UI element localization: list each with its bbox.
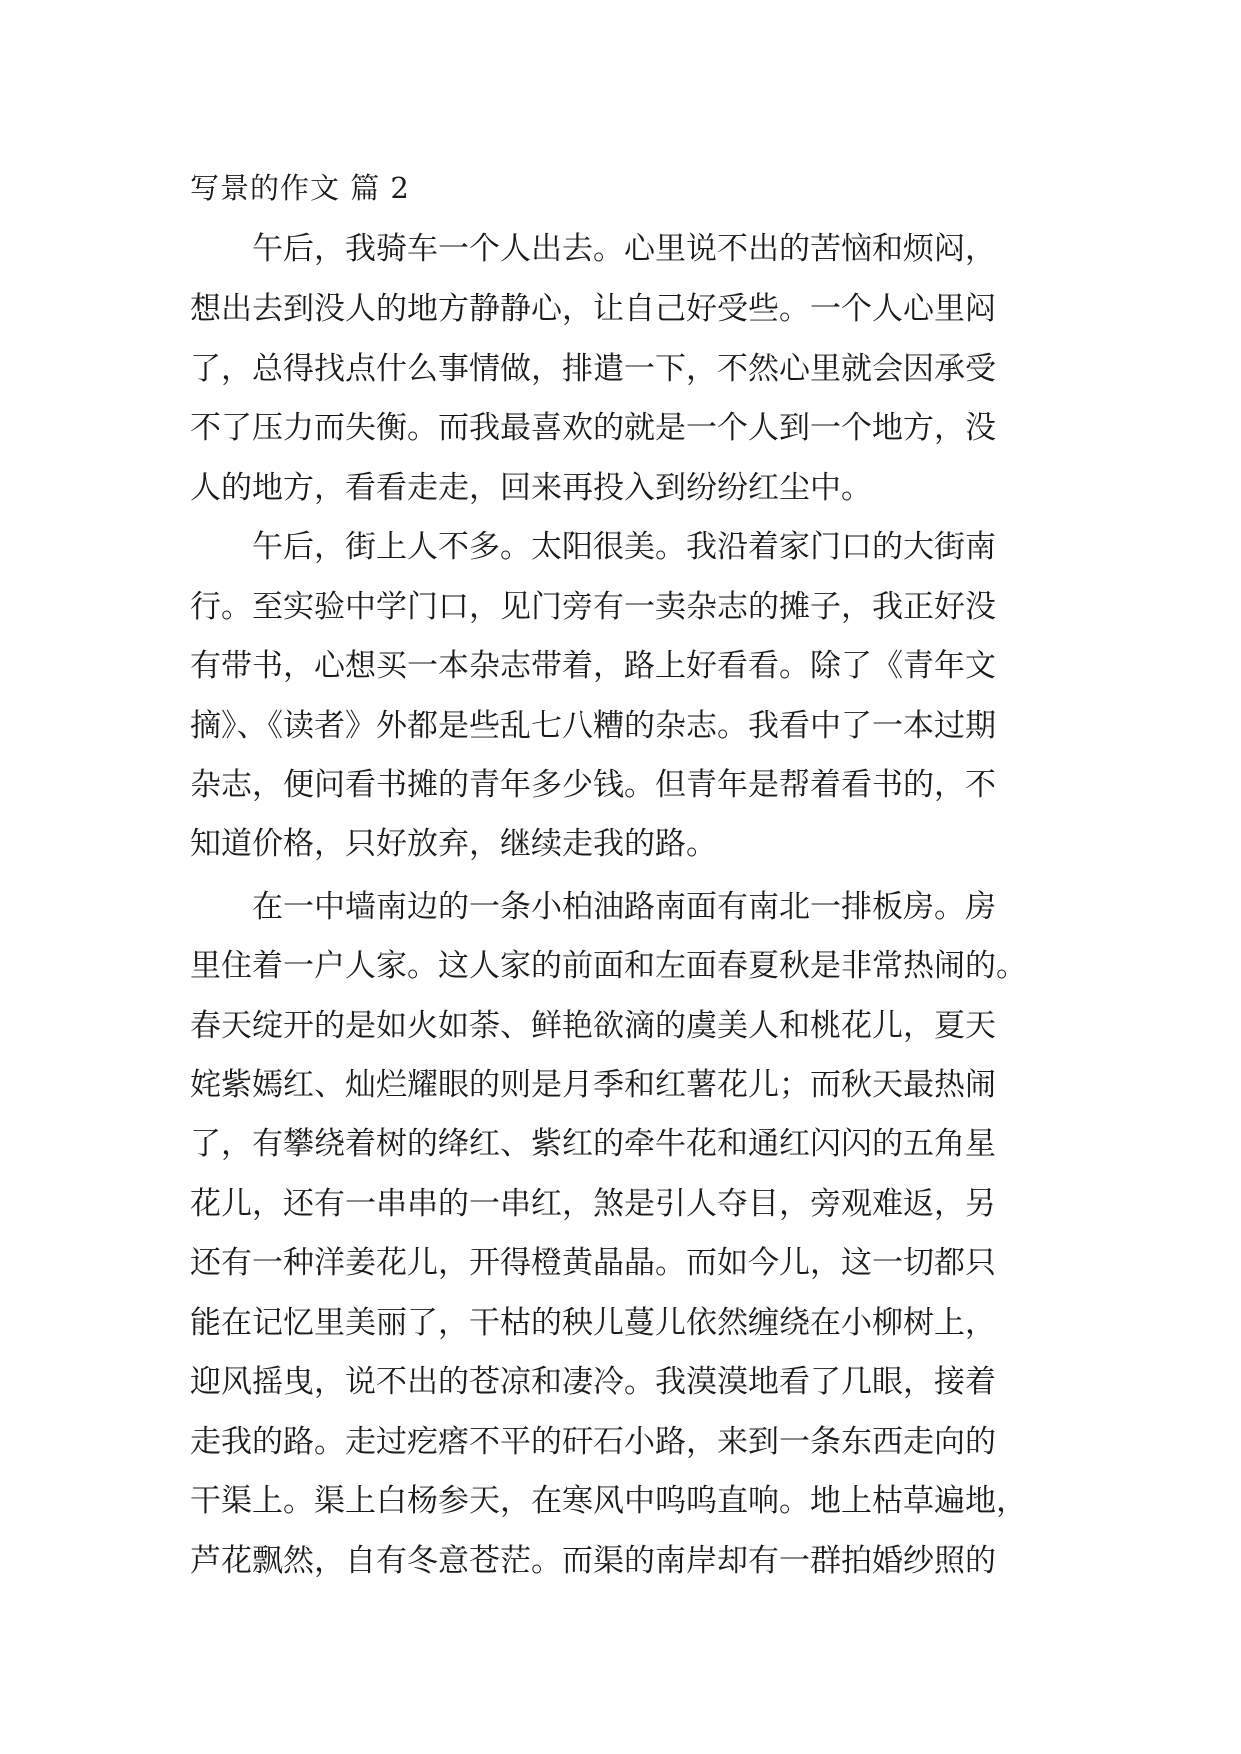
paragraph-3-line-10: 走我的路。走过疙瘩不平的矸石小路，来到一条东西走向的 [190,1424,996,1460]
paragraph-3-line-12: 芦花飘然，自有冬意苍茫。而渠的南岸却有一群拍婚纱照的 [190,1543,996,1579]
paragraph-1-line-2: 想出去到没人的地方静静心，让自己好受些。一个人心里闷 [190,291,996,327]
document-title: 写景的作文 篇 2 [190,171,410,205]
paragraph-2-line-2: 行。至实验中学门口，见门旁有一卖杂志的摊子，我正好没 [190,589,996,625]
paragraph-1-line-4: 不了压力而失衡。而我最喜欢的就是一个人到一个地方，没 [190,410,996,446]
paragraph-2-line-3: 有带书，心想买一本杂志带着，路上好看看。除了《青年文 [190,648,996,684]
paragraph-2-line-4: 摘》、《读者》外都是些乱七八糟的杂志。我看中了一本过期 [190,708,996,744]
paragraph-3-line-7: 还有一种洋姜花儿，开得橙黄晶晶。而如今儿，这一切都只 [190,1245,996,1281]
paragraph-2-line-6: 知道价格，只好放弃，继续走我的路。 [190,826,717,862]
paragraph-3-line-8: 能在记忆里美丽了，干枯的秧儿蔓儿依然缠绕在小柳树上， [190,1305,996,1341]
paragraph-3-line-9: 迎风摇曳，说不出的苍凉和凄冷。我漠漠地看了几眼，接着 [190,1364,996,1400]
paragraph-3-line-6: 花儿，还有一串串的一串红，煞是引人夺目，旁观难返，另 [190,1186,996,1222]
paragraph-1-line-5: 人的地方，看看走走，回来再投入到纷纷红尘中。 [190,470,872,506]
paragraph-1-line-3: 了，总得找点什么事情做，排遣一下，不然心里就会因承受 [190,351,996,387]
paragraph-3-line-4: 姹紫嫣红、灿烂耀眼的则是月季和红薯花儿；而秋天最热闹 [190,1067,996,1103]
paragraph-3-line-3: 春天绽开的是如火如荼、鲜艳欲滴的虞美人和桃花儿，夏天 [190,1008,996,1044]
paragraph-3-line-11: 干渠上。渠上白杨参天，在寒风中呜呜直响。地上枯草遍地， [190,1483,1027,1519]
paragraph-3-line-1: 在一中墙南边的一条小柏油路南面有南北一排板房。房 [252,889,996,925]
paragraph-2-line-5: 杂志，便问看书摊的青年多少钱。但青年是帮着看书的，不 [190,767,996,803]
paragraph-3-line-2: 里住着一户人家。这人家的前面和左面春夏秋是非常热闹的。 [190,948,1027,984]
paragraph-3-line-5: 了，有攀绕着树的绛红、紫红的牵牛花和通红闪闪的五角星 [190,1126,996,1162]
paragraph-1-line-1: 午后，我骑车一个人出去。心里说不出的苦恼和烦闷， [252,231,996,267]
paragraph-2-line-1: 午后，街上人不多。太阳很美。我沿着家门口的大街南 [252,529,996,565]
